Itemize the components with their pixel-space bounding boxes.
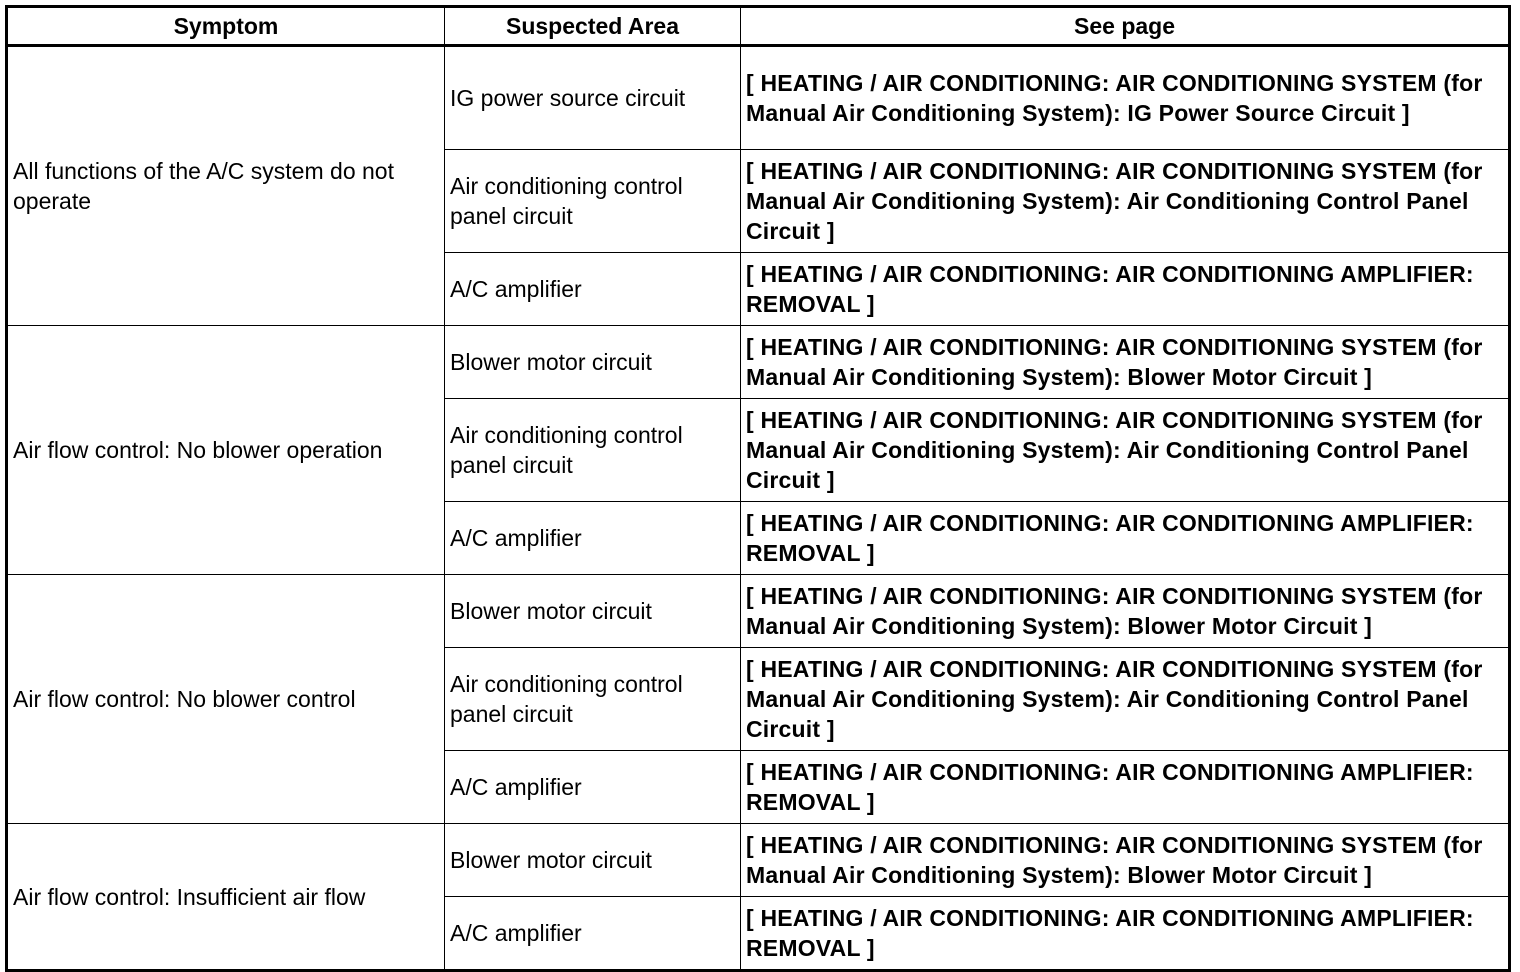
table-row — [7, 824, 1510, 897]
table-row — [7, 575, 1510, 648]
suspected-area-cell: A/C amplifier — [445, 253, 741, 326]
see-page-link[interactable]: [ HEATING / AIR CONDITIONING: AIR CONDITIONING SYSTEM (for Manual Air Conditioning System): Air Conditioning Control Panel Circuit ] — [741, 150, 1510, 253]
table-row — [7, 46, 1510, 150]
suspected-area-cell: Air conditioning control panel circuit — [445, 399, 741, 502]
suspected-area-cell: Air conditioning control panel circuit — [445, 150, 741, 253]
header-symptom: Symptom — [7, 7, 445, 46]
see-page-link[interactable]: [ HEATING / AIR CONDITIONING: AIR CONDITIONING AMPLIFIER: REMOVAL ] — [741, 751, 1510, 824]
suspected-area-cell: A/C amplifier — [445, 897, 741, 971]
see-page-link[interactable]: [ HEATING / AIR CONDITIONING: AIR CONDITIONING SYSTEM (for Manual Air Conditioning System): Blower Motor Circuit ] — [741, 575, 1510, 648]
suspected-area-cell: A/C amplifier — [445, 751, 741, 824]
see-page-link[interactable]: [ HEATING / AIR CONDITIONING: AIR CONDITIONING SYSTEM (for Manual Air Conditioning System): Air Conditioning Control Panel Circuit ] — [741, 648, 1510, 751]
suspected-area-cell: A/C amplifier — [445, 502, 741, 575]
table-row — [7, 326, 1510, 399]
see-page-link[interactable]: [ HEATING / AIR CONDITIONING: AIR CONDITIONING SYSTEM (for Manual Air Conditioning System): Blower Motor Circuit ] — [741, 326, 1510, 399]
see-page-link[interactable]: [ HEATING / AIR CONDITIONING: AIR CONDITIONING SYSTEM (for Manual Air Conditioning System): Air Conditioning Control Panel Circuit ] — [741, 399, 1510, 502]
suspected-area-cell: Blower motor circuit — [445, 575, 741, 648]
symptom-cell: Air flow control: No blower control — [7, 575, 445, 824]
see-page-link[interactable]: [ HEATING / AIR CONDITIONING: AIR CONDITIONING AMPLIFIER: REMOVAL ] — [741, 502, 1510, 575]
see-page-link[interactable]: [ HEATING / AIR CONDITIONING: AIR CONDITIONING AMPLIFIER: REMOVAL ] — [741, 897, 1510, 971]
suspected-area-cell: Air conditioning control panel circuit — [445, 648, 741, 751]
symptom-cell: All functions of the A/C system do not operate — [7, 46, 445, 326]
symptom-cell: Air flow control: No blower operation — [7, 326, 445, 575]
trouble-table — [5, 5, 1511, 972]
suspected-area-cell: Blower motor circuit — [445, 326, 741, 399]
see-page-link[interactable]: [ HEATING / AIR CONDITIONING: AIR CONDITIONING SYSTEM (for Manual Air Conditioning System): IG Power Source Circuit ] — [741, 46, 1510, 150]
see-page-link[interactable]: [ HEATING / AIR CONDITIONING: AIR CONDITIONING AMPLIFIER: REMOVAL ] — [741, 253, 1510, 326]
symptom-cell: Air flow control: Insufficient air flow — [7, 824, 445, 971]
header-row — [7, 7, 1510, 46]
header-suspected-area: Suspected Area — [445, 7, 741, 46]
suspected-area-cell: IG power source circuit — [445, 46, 741, 150]
see-page-link[interactable]: [ HEATING / AIR CONDITIONING: AIR CONDITIONING SYSTEM (for Manual Air Conditioning System): Blower Motor Circuit ] — [741, 824, 1510, 897]
suspected-area-cell: Blower motor circuit — [445, 824, 741, 897]
header-see-page: See page — [741, 7, 1510, 46]
